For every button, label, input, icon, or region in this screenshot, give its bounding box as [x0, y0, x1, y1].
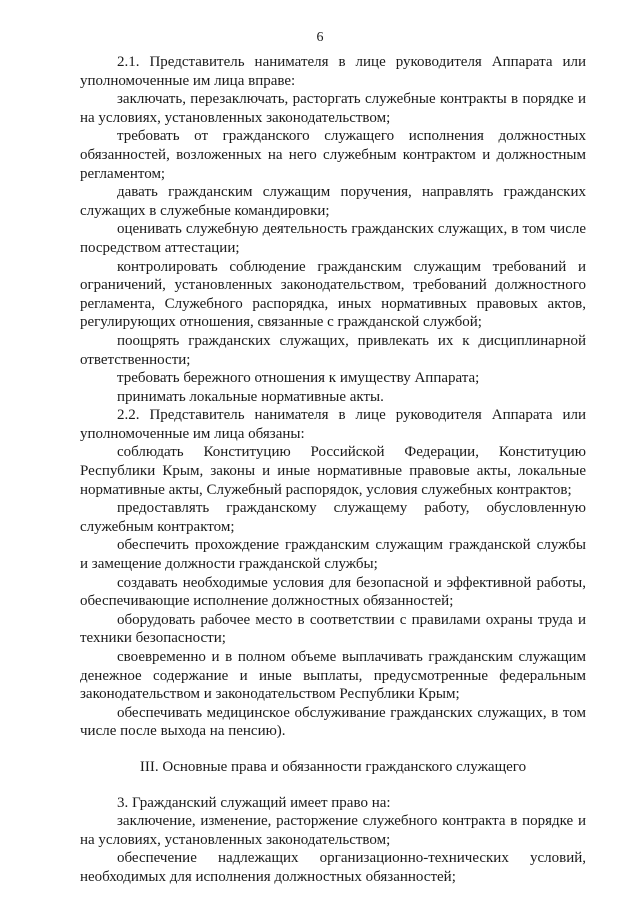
paragraph: соблюдать Конституцию Российской Федерации, Конституцию Республики Крым, законы и иные нормативные правовые акты, локальные нормативные акты, Служебный распорядок, условия служебных контрактов; — [80, 444, 586, 498]
section-heading: III. Основные права и обязанности гражданского служащего — [139, 758, 527, 775]
paragraph: требовать бережного отношения к имуществу Аппарата; — [117, 370, 480, 387]
paragraph: оценивать служебную деятельность гражданских служащих, в том числе посредством аттестации; — [80, 221, 586, 256]
paragraph: оборудовать рабочее место в соответствии с правилами охраны труда и техники безопасности; — [80, 611, 586, 647]
page-number: 6 — [316, 30, 324, 45]
paragraph: контролировать соблюдение гражданским служащим требований и ограничений, установленных законодательством, требований должностного регламента, Служебного распорядка, иных нормативных правовых актов, регулирующих отношения, связанные с гражданской службой; — [80, 258, 586, 331]
paragraph: заключать, перезаключать, расторгать служебные контракты в порядке и на условиях, установленных законодательством; — [80, 91, 586, 126]
paragraph: обеспечивать медицинское обслуживание гражданских служащих, в том числе после выхода на пенсию). — [80, 704, 586, 740]
paragraph: поощрять гражданских служащих, привлекать их к дисциплинарной ответственности; — [80, 332, 586, 368]
document-body — [80, 53, 586, 887]
paragraph: обеспечение надлежащих организационно-технических условий, необходимых для исполнения должностных обязанностей; — [80, 850, 586, 885]
paragraph: своевременно и в полном объеме выплачивать гражданским служащим денежное содержание и иные выплаты, предусмотренные федеральным законодательством и законодательством Республики Крым; — [80, 649, 586, 703]
paragraph: заключение, изменение, расторжение служебного контракта в порядке и на условиях, установленных законодательством; — [80, 813, 586, 848]
paragraph: обеспечить прохождение гражданским служащим гражданской службы и замещение должности гражданской службы; — [80, 537, 586, 573]
paragraph: 2.2. Представитель нанимателя в лице руководителя Аппарата или уполномоченные им лица обязаны: — [80, 407, 586, 442]
paragraph: давать гражданским служащим поручения, направлять гражданских служащих в служебные командировки; — [80, 184, 586, 219]
paragraph: принимать локальные нормативные акты. — [117, 388, 384, 405]
paragraph: 2.1. Представитель нанимателя в лице руководителя Аппарата или уполномоченные им лица вправе: — [80, 54, 586, 89]
paragraph: требовать от гражданского служащего исполнения должностных обязанностей, возложенных на него служебным контрактом и должностным регламентом; — [80, 128, 586, 182]
paragraph: 3. Гражданский служащий имеет право на: — [117, 794, 391, 811]
paragraph: предоставлять гражданскому служащему работу, обусловленную служебным контрактом; — [80, 500, 586, 535]
paragraph: создавать необходимые условия для безопасной и эффективной работы, обеспечивающие исполнение должностных обязанностей; — [80, 574, 586, 610]
